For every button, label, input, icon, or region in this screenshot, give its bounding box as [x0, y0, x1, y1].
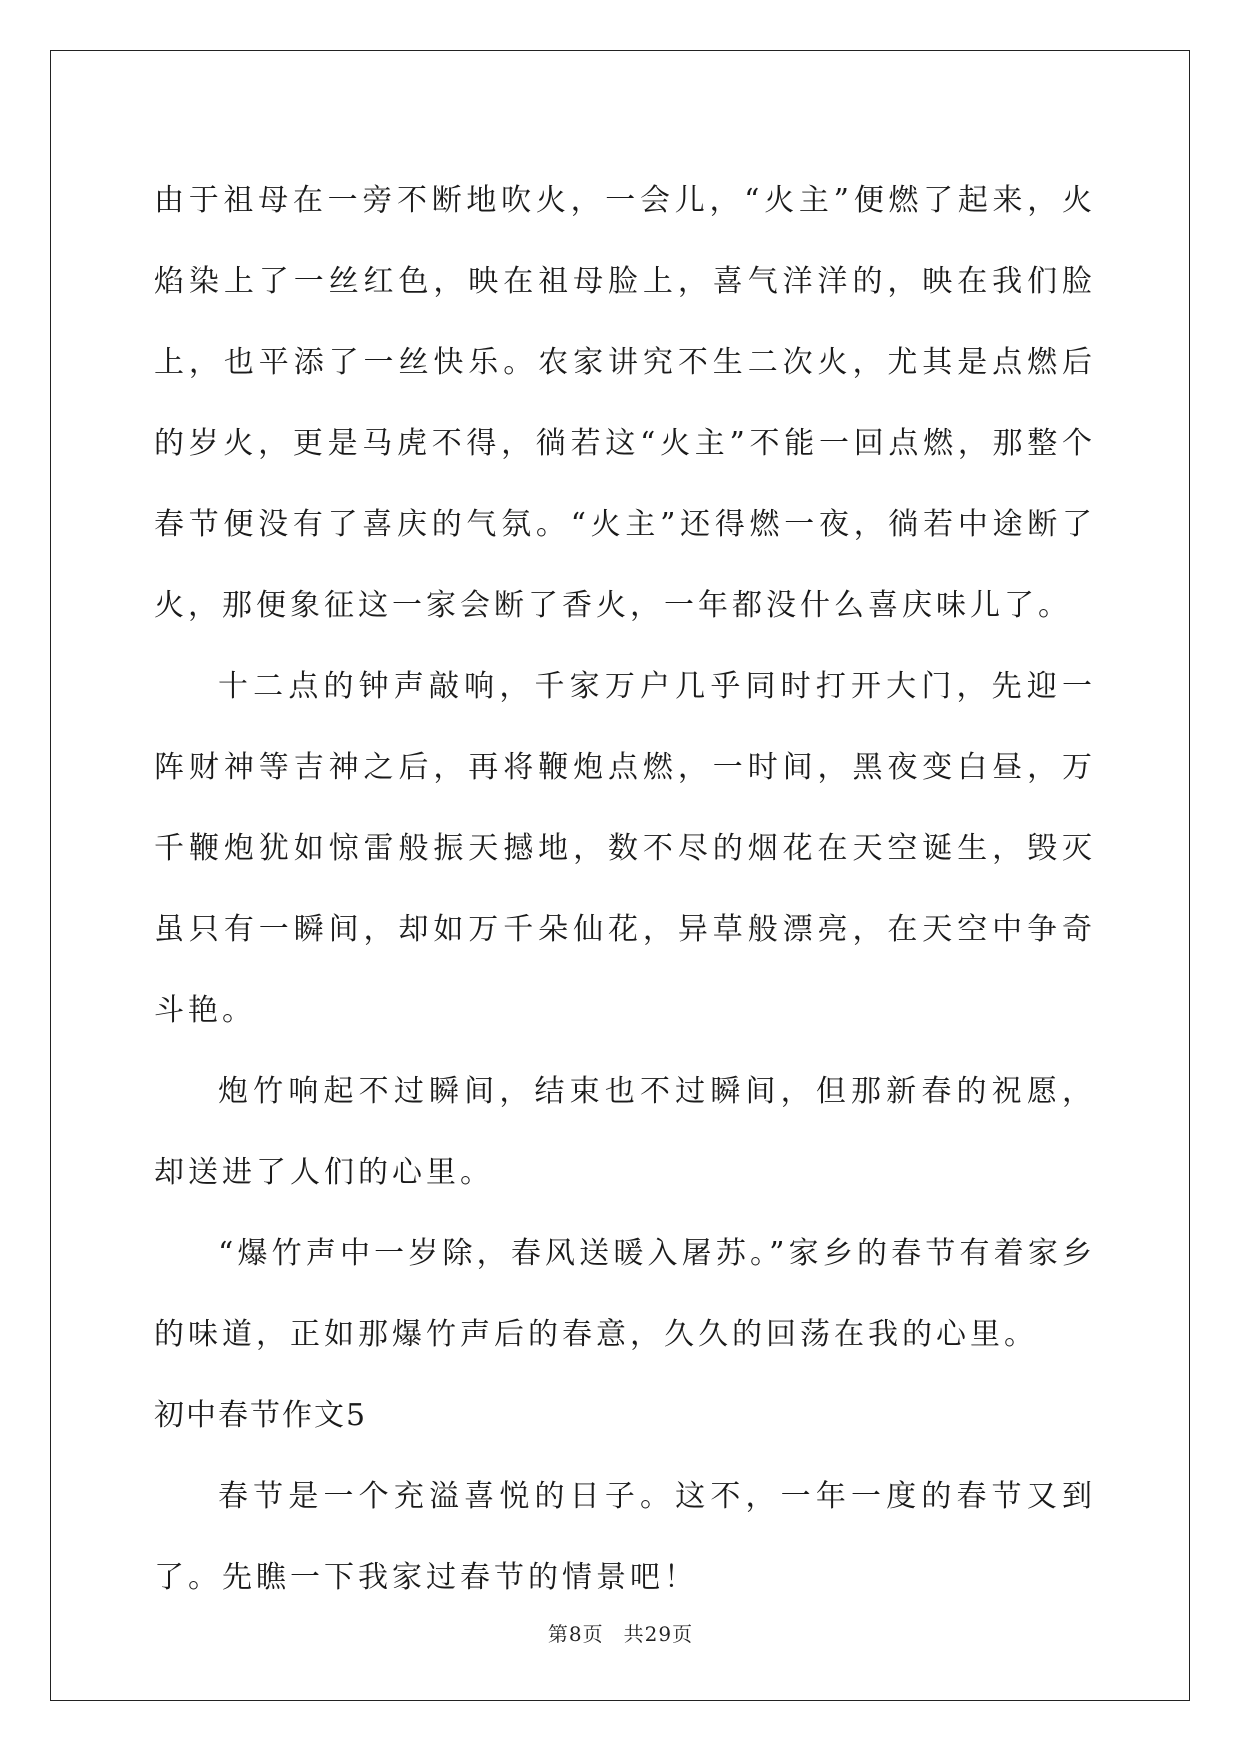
paragraph: “爆竹声中一岁除，春风送暖入屠苏。”家乡的春节有着家乡的味道，正如那爆竹声后的春意，久久的回荡在我的心里。	[154, 1236, 1096, 1352]
document-body	[154, 160, 1096, 1618]
page-total: 共29页	[623, 1622, 694, 1646]
page-footer	[0, 1618, 1241, 1647]
paragraph: 由于祖母在一旁不断地吹火，一会儿，“火主”便燃了起来，火焰染上了一丝红色，映在祖母脸上，喜气洋洋的，映在我们脸上，也平添了一丝快乐。农家讲究不生二次火，尤其是点燃后的岁火，更是马虎不得，徜若这“火主”不能一回点燃，那整个春节便没有了喜庆的气氛。“火主”还得燃一夜，徜若中途断了火，那便象征这一家会断了香火，一年都没什么喜庆味儿了。	[154, 183, 1096, 623]
section-heading: 初中春节作文5	[154, 1398, 368, 1433]
paragraph: 春节是一个充溢喜悦的日子。这不，一年一度的春节又到了。先瞧一下我家过春节的情景吧！	[154, 1479, 1096, 1595]
page-number: 第8页	[547, 1622, 604, 1646]
paragraph: 十二点的钟声敲响，千家万户几乎同时打开大门，先迎一阵财神等吉神之后，再将鞭炮点燃，一时间，黑夜变白昼，万千鞭炮犹如惊雷般振天撼地，数不尽的烟花在天空诞生，毁灭虽只有一瞬间，却如万千朵仙花，异草般漂亮，在天空中争奇斗艳。	[154, 669, 1096, 1028]
paragraph: 炮竹响起不过瞬间，结束也不过瞬间，但那新春的祝愿，却送进了人们的心里。	[154, 1074, 1096, 1190]
